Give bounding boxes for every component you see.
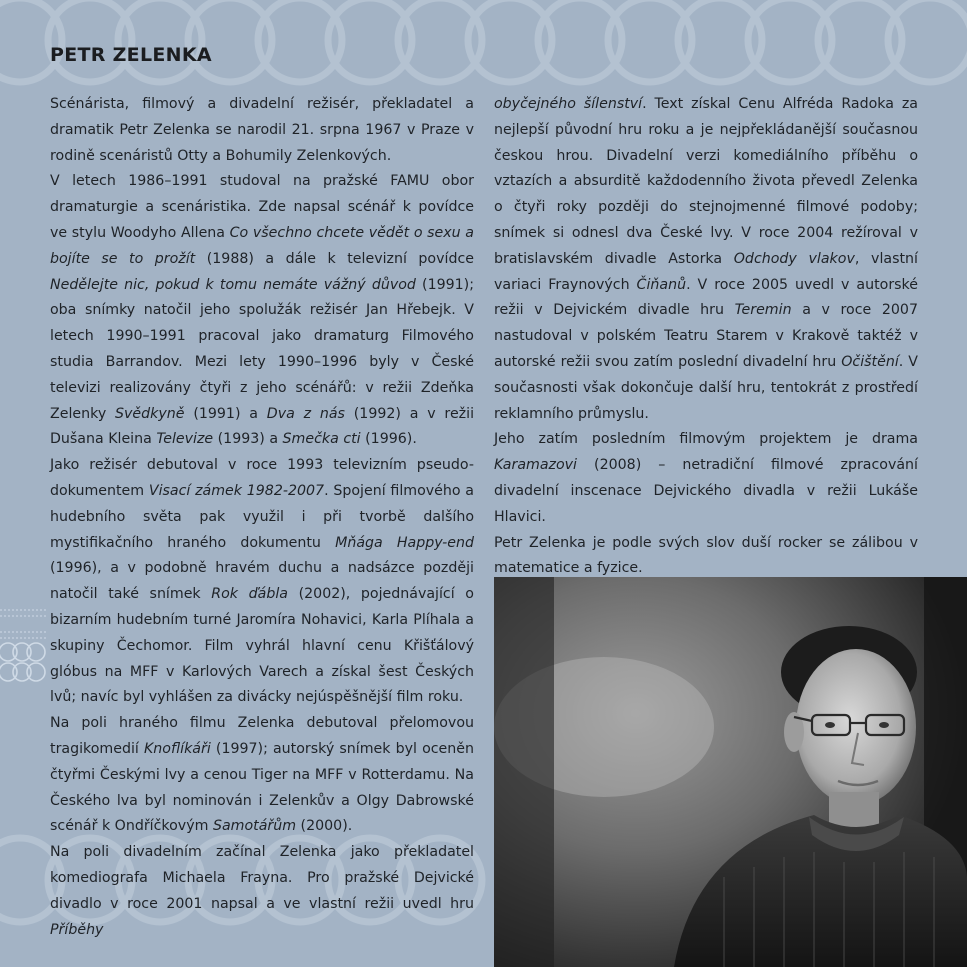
italic-title: Televize <box>156 431 214 448</box>
text-segment: . Spojení filmového a hudebního světa pak využil i při tvorbě dalšího mystifikačního hraného dokumentu <box>50 482 474 551</box>
text-segment: (1991); oba snímky natočil jeho spolužák režisér Jan Hřebejk. V letech 1990–1991 pracoval jako dramaturg Filmového studia Barrandov. Mezi lety 1990–1996 byly v České televizi realizovány čtyři z jeho scénářů: v režii Zdeňka Zelenky <box>50 276 475 422</box>
biography-column-right <box>494 92 918 582</box>
text-segment: (2002), pojednávající o bizarním hudebním turné Jaromíra Nohavici, Karla Plíhala a skupiny Čechomor. Film vyhrál hlavní cenu Křišťálový glóbus na MFF v Karlových Varech a získal šest Českých lvů; navíc byl vyhlášen za divácky nejúspěšnější film roku. <box>50 586 474 706</box>
text-segment: V letech 1986–1991 studoval na pražské FAMU obor dramaturgie a scenáristika. Zde napsal scénář k povídce ve stylu Woodyho Allena <box>50 173 474 241</box>
italic-title: Karamazovi <box>494 457 577 474</box>
text-segment: . Text získal Cenu Alfréda Radoka za nejlepší původní hru roku a je nejpřekládanější současnou českou hrou. Divadelní verzi komediálního příběhu o vztazích a absurditě každodenního života převedl Zelenka o čtyři roky později do stejnojmenné filmové podoby; snímek si odnesl dva České lvy. V roce 2004 režíroval v bratislavském divadle Astorka <box>494 96 918 267</box>
text-segment: (1991) a <box>184 405 267 422</box>
italic-title: Teremin <box>734 302 792 319</box>
text-segment: (1993) a <box>213 431 283 448</box>
text-segment: Na poli hraného filmu Zelenka debutoval přelomovou tragikomedií <box>50 715 474 757</box>
text-segment: Jeho zatím posledním filmovým projektem je drama <box>494 431 918 448</box>
portrait-photo <box>494 577 967 967</box>
italic-title: Rok ďábla <box>211 586 288 603</box>
italic-title: Co všechno chcete vědět o sexu a bojíte se to prožít <box>50 224 474 267</box>
text-segment: Petr Zelenka je podle svých slov duší rocker se zálibou v matematice a fyzice. <box>494 534 918 577</box>
text-segment: , vlastní variaci Fraynových <box>494 250 918 293</box>
italic-title: Čiňanů <box>636 276 687 293</box>
italic-title: Očištění <box>841 353 899 370</box>
italic-title: obyčejného šílenství <box>494 96 643 112</box>
text-segment: Scénárista, filmový a divadelní režisér, překladatel a dramatik Petr Zelenka se narodil 21. srpna 1967 v Praze v rodině scenáristů Otty a Bohumily Zelenkových. <box>50 96 474 164</box>
italic-title: Odchody vlakov <box>733 250 855 267</box>
text-segment: (1997); autorský snímek byl oceněn čtyřmi Českými lvy a cenou Tiger na MFF v Rotterdamu. Na Českého lva byl nominován i Zelenkův a Olgy Dabrowské scénář k Ondříčkovým <box>50 740 474 835</box>
italic-title: Nedělejte nic, pokud k tomu nemáte vážný důvod <box>50 276 416 293</box>
italic-title: Knoflíkáři <box>144 740 211 757</box>
italic-title: Svědkyně <box>115 405 185 422</box>
italic-title: Mňága Happy-end <box>335 534 474 551</box>
text-segment: (1996), a v podobně hravém duchu a nadsázce později natočil také snímek <box>50 560 474 603</box>
italic-title: Visací zámek 1982-2007 <box>148 482 325 499</box>
text-segment: (1996). <box>360 431 417 448</box>
page-title: PETR ZELENKA <box>50 44 212 66</box>
paragraph <box>50 711 474 840</box>
text-segment: (1992) a v režii Dušana Kleina <box>50 405 475 448</box>
paragraph <box>50 453 474 711</box>
text-segment: . V současnosti však dokončuje další hru, tentokrát z prostředí reklamního průmyslu. <box>494 353 918 422</box>
paragraph <box>494 531 918 583</box>
biography-column-left <box>50 92 474 943</box>
text-segment: (2000). <box>296 818 353 835</box>
text-segment: (1988) a dále k televizní povídce <box>195 250 474 267</box>
text-segment: Na poli divadelním začínal Zelenka jako překladatel komediografa Michaela Frayna. Pro pražské Dejvické divadlo v roce 2001 napsal a ve vlastní režii uvedl hru <box>50 844 474 912</box>
italic-title: Dva z nás <box>266 405 345 422</box>
italic-title: Příběhy <box>50 921 104 938</box>
text-segment: a v roce 2007 nastudoval v polském Teatru Starem v Krakově taktéž v autorské režii svou zatím poslední divadelní hru <box>494 302 918 370</box>
paragraph <box>50 840 474 943</box>
italic-title: Samotářům <box>212 818 297 835</box>
text-segment: (2008) – netradiční filmové zpracování divadelní inscenace Dejvického divadla v režii Lukáše Hlavici. <box>494 457 918 525</box>
paragraph <box>50 92 474 169</box>
paragraph <box>494 92 918 427</box>
text-segment: Jako režisér debutoval v roce 1993 televizním pseudo-dokumentem <box>50 457 474 499</box>
paragraph <box>494 427 918 530</box>
text-segment: . V roce 2005 uvedl v autorské režii v Dejvickém divadle hru <box>494 276 918 319</box>
italic-title: Smečka cti <box>282 431 361 448</box>
paragraph <box>50 169 474 453</box>
